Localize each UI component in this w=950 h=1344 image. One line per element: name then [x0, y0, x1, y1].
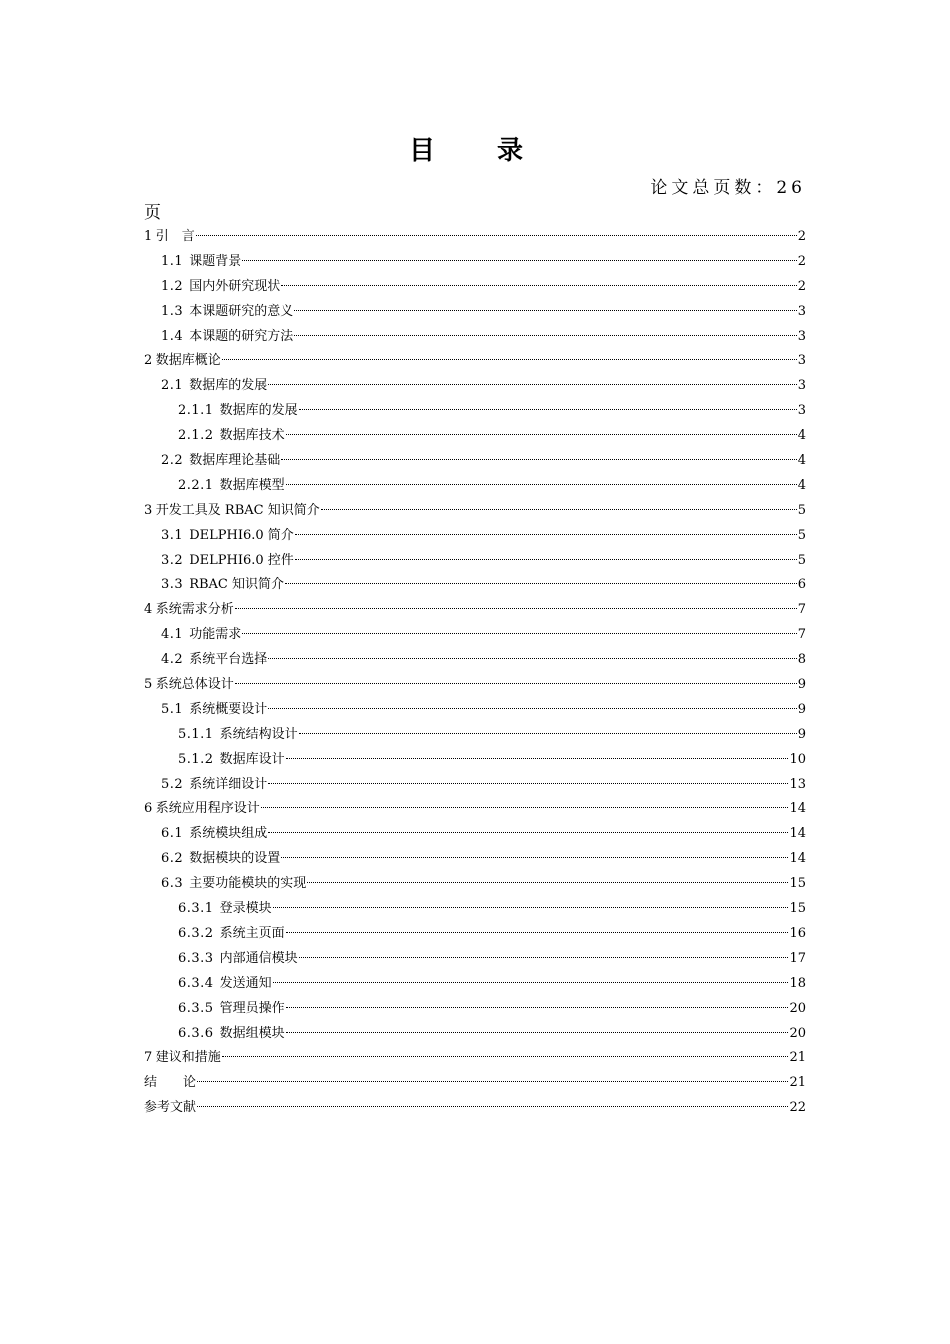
- toc-entry-title: 数据组模块: [219, 1025, 285, 1041]
- toc-entry-page-number: 2: [797, 229, 806, 244]
- toc-entry-number: 4.2: [161, 652, 184, 668]
- toc-entry-page-number: 7: [797, 602, 806, 618]
- toc-entry-number: 1: [144, 229, 153, 244]
- toc-entry-number: 3.1: [161, 527, 184, 543]
- toc-entry-number: 6.1: [161, 826, 184, 842]
- dot-leader: [286, 758, 789, 759]
- toc-entry[interactable]: [144, 424, 806, 449]
- dot-leader: [295, 559, 797, 560]
- toc-entry-page-number: 14: [789, 851, 806, 867]
- toc-entry-title: 系统详细设计: [189, 776, 268, 792]
- toc-entry-page-number: 15: [789, 876, 806, 892]
- dot-leader: [286, 932, 789, 933]
- toc-entry-title: 建议和措施: [155, 1050, 221, 1066]
- toc-entry-title: 系统结构设计: [219, 726, 298, 742]
- toc-entry-title: DELPHI6.0 控件: [189, 552, 294, 568]
- dot-leader: [286, 484, 797, 485]
- toc-entry[interactable]: [144, 598, 806, 623]
- toc-entry[interactable]: [144, 499, 806, 524]
- toc-entry-page-number: 5: [797, 527, 806, 543]
- toc-entry-page-number: 21: [789, 1075, 806, 1091]
- toc-entry-page-number: 14: [789, 826, 806, 842]
- page-unit-label: 页: [144, 203, 161, 223]
- toc-entry[interactable]: [144, 897, 806, 922]
- toc-entry-title: 登录模块: [219, 901, 272, 917]
- toc-entry-page-number: 5: [797, 502, 806, 518]
- toc-entry-title: 数据库的发展: [219, 403, 298, 419]
- dot-leader: [286, 1007, 789, 1008]
- toc-entry-title: 系统应用程序设计: [155, 801, 260, 817]
- toc-entry-title: 本课题的研究方法: [189, 328, 294, 344]
- toc-entry-title: 主要功能模块的实现: [189, 876, 307, 892]
- toc-entry[interactable]: [144, 847, 806, 872]
- toc-entry-page-number: 4: [797, 477, 806, 493]
- toc-entry-title: 数据库模型: [219, 477, 285, 493]
- toc-entry-title: 系统模块组成: [189, 826, 268, 842]
- page-title: 目 录: [408, 136, 541, 166]
- toc-entry[interactable]: [144, 972, 806, 997]
- toc-entry-number: 1.4: [161, 328, 184, 344]
- toc-entry-page-number: 18: [789, 975, 806, 991]
- toc-entry-number: 3.2: [161, 552, 184, 568]
- toc-entry-number: 4.1: [161, 627, 184, 643]
- toc-entry-page-number: 14: [789, 801, 806, 817]
- toc-entry[interactable]: [144, 250, 806, 275]
- toc-entry-page-number: 4: [797, 428, 806, 444]
- toc-entry[interactable]: [144, 698, 806, 723]
- toc-entry[interactable]: [144, 325, 806, 350]
- toc-entry-number: 6.3.2: [178, 925, 214, 941]
- dot-leader: [307, 882, 788, 883]
- toc-entry-number: 6.3.5: [178, 1000, 214, 1016]
- toc-entry-number: 3: [144, 502, 153, 518]
- toc-entry-title: 引 言: [155, 229, 195, 244]
- toc-entry-page-number: 3: [797, 303, 806, 319]
- toc-entry-page-number: 9: [797, 701, 806, 717]
- toc-entry-number: 4: [144, 602, 153, 618]
- toc-entry-number: 5.1: [161, 701, 184, 717]
- dot-leader: [222, 359, 797, 360]
- toc-entry-number: 6.2: [161, 851, 184, 867]
- dot-leader: [273, 982, 789, 983]
- toc-entry[interactable]: [144, 399, 806, 424]
- toc-entry-page-number: 3: [797, 353, 806, 369]
- toc-entry-page-number: 22: [789, 1100, 806, 1116]
- dot-leader: [268, 658, 797, 659]
- toc-entry-page-number: 16: [789, 925, 806, 941]
- toc-entry-number: 2.1.2: [178, 428, 214, 444]
- dot-leader: [299, 733, 797, 734]
- total-pages-label: 论文总页数：26: [650, 178, 806, 198]
- toc-entry-page-number: 6: [797, 577, 806, 593]
- dot-leader: [299, 957, 789, 958]
- dot-leader: [294, 335, 797, 336]
- dot-leader: [268, 832, 788, 833]
- dot-leader: [268, 708, 797, 709]
- toc-entry[interactable]: [144, 997, 806, 1022]
- toc-entry-page-number: 2: [797, 278, 806, 294]
- toc-entry-page-number: 9: [797, 726, 806, 742]
- toc-entry-page-number: 3: [797, 378, 806, 394]
- toc-entry-number: 1.1: [161, 253, 184, 269]
- toc-entry-number: 2.1.1: [178, 403, 214, 419]
- toc-entry[interactable]: [144, 1096, 806, 1121]
- dot-leader: [196, 235, 797, 236]
- toc-entry-title: 数据库概论: [155, 353, 221, 369]
- toc-entry-number: 1.3: [161, 303, 184, 319]
- dot-leader: [222, 1056, 789, 1057]
- dot-leader: [261, 807, 789, 808]
- toc-entry[interactable]: [144, 872, 806, 897]
- toc-entry-number: 5: [144, 677, 153, 693]
- toc-entry-number: 5.2: [161, 776, 184, 792]
- dot-leader: [235, 683, 797, 684]
- toc-entry-number: 6.3.6: [178, 1025, 214, 1041]
- toc-entry-title: 系统平台选择: [189, 652, 268, 668]
- toc-entry-page-number: 13: [789, 776, 806, 792]
- toc-entry[interactable]: [144, 673, 806, 698]
- dot-leader: [268, 783, 788, 784]
- toc-entry[interactable]: [144, 648, 806, 673]
- toc-entry-number: 7: [144, 1050, 153, 1066]
- toc-entry-page-number: 3: [797, 403, 806, 419]
- toc-entry-title: 功能需求: [189, 627, 242, 643]
- toc-entry[interactable]: [144, 922, 806, 947]
- toc-entry-title: 数据库技术: [219, 428, 285, 444]
- toc-entry-title: 数据库理论基础: [189, 453, 281, 469]
- dot-leader: [268, 384, 797, 385]
- toc-entry[interactable]: [144, 748, 806, 773]
- dot-leader: [286, 434, 797, 435]
- toc-entry[interactable]: [144, 349, 806, 374]
- dot-leader: [281, 285, 797, 286]
- toc-entry-title: 发送通知: [219, 975, 272, 991]
- toc-entry-title: RBAC 知识简介: [189, 577, 284, 593]
- toc-entry-number: 6.3: [161, 876, 184, 892]
- toc-entry-title: 本课题研究的意义: [189, 303, 294, 319]
- toc-entry[interactable]: [144, 474, 806, 499]
- toc-entry-page-number: 8: [797, 652, 806, 668]
- toc-entry-number: 2.1: [161, 378, 184, 394]
- toc-entry[interactable]: [144, 1071, 806, 1096]
- toc-entry-page-number: 20: [789, 1025, 806, 1041]
- toc-entry[interactable]: [144, 1046, 806, 1071]
- toc-entry-page-number: 17: [789, 950, 806, 966]
- toc-entry-number: 6.3.1: [178, 901, 214, 917]
- dot-leader: [242, 633, 797, 634]
- dot-leader: [286, 1032, 789, 1033]
- dot-leader: [294, 310, 797, 311]
- toc-entry[interactable]: [144, 1022, 806, 1047]
- toc-entry[interactable]: [144, 822, 806, 847]
- toc-entry-title: 系统需求分析: [155, 602, 234, 618]
- toc-entry-number: 1.2: [161, 278, 184, 294]
- dot-leader: [281, 857, 788, 858]
- toc-entry-title: 数据库设计: [219, 751, 285, 767]
- toc-entry-page-number: 5: [797, 552, 806, 568]
- toc-entry-title: 系统概要设计: [189, 701, 268, 717]
- toc-entry[interactable]: [144, 524, 806, 549]
- toc-entry-number: 2: [144, 353, 153, 369]
- dot-leader: [285, 583, 797, 584]
- toc-entry-page-number: 3: [797, 328, 806, 344]
- dot-leader: [273, 907, 789, 908]
- toc-entry[interactable]: [144, 573, 806, 598]
- toc-entry-title: 内部通信模块: [219, 950, 298, 966]
- toc-entry[interactable]: [144, 797, 806, 822]
- toc-entry-title: 开发工具及 RBAC 知识简介: [155, 502, 320, 518]
- dot-leader: [197, 1081, 788, 1082]
- toc-entry[interactable]: [144, 623, 806, 648]
- dot-leader: [281, 459, 797, 460]
- dot-leader: [295, 534, 797, 535]
- table-of-contents: [144, 225, 806, 1121]
- toc-entry-title: DELPHI6.0 简介: [189, 527, 294, 543]
- toc-entry-title: 管理员操作: [219, 1000, 285, 1016]
- toc-entry-page-number: 15: [789, 901, 806, 917]
- toc-entry-title: 国内外研究现状: [189, 278, 281, 294]
- toc-entry-page-number: 9: [797, 677, 806, 693]
- toc-entry[interactable]: [144, 300, 806, 325]
- toc-entry-title: 参考文献: [144, 1100, 197, 1116]
- toc-entry-number: 5.1.2: [178, 751, 214, 767]
- dot-leader: [197, 1106, 788, 1107]
- toc-entry-number: 6.3.3: [178, 950, 214, 966]
- toc-entry-title: 系统主页面: [219, 925, 285, 941]
- toc-entry-page-number: 2: [797, 253, 806, 269]
- dot-leader: [299, 409, 797, 410]
- toc-entry-title: 结 论: [144, 1075, 197, 1091]
- dot-leader: [235, 608, 797, 609]
- toc-entry-page-number: 4: [797, 453, 806, 469]
- toc-entry-number: 5.1.1: [178, 726, 214, 742]
- toc-entry-page-number: 20: [789, 1000, 806, 1016]
- toc-entry[interactable]: [144, 549, 806, 574]
- toc-entry[interactable]: [144, 947, 806, 972]
- toc-entry[interactable]: [144, 374, 806, 399]
- toc-entry-page-number: 7: [797, 627, 806, 643]
- dot-leader: [321, 509, 797, 510]
- toc-entry[interactable]: [144, 449, 806, 474]
- toc-entry[interactable]: [144, 723, 806, 748]
- toc-entry-title: 课题背景: [189, 253, 242, 269]
- toc-entry-page-number: 21: [789, 1050, 806, 1066]
- toc-entry-title: 系统总体设计: [155, 677, 234, 693]
- toc-entry[interactable]: [144, 773, 806, 798]
- toc-entry[interactable]: [144, 225, 806, 250]
- toc-entry-number: 2.2.1: [178, 477, 214, 493]
- toc-entry-number: 2.2: [161, 453, 184, 469]
- toc-entry-page-number: 10: [789, 751, 806, 767]
- toc-entry-number: 6.3.4: [178, 975, 214, 991]
- toc-entry-title: 数据模块的设置: [189, 851, 281, 867]
- toc-entry-number: 3.3: [161, 577, 184, 593]
- toc-entry-title: 数据库的发展: [189, 378, 268, 394]
- toc-entry[interactable]: [144, 275, 806, 300]
- dot-leader: [242, 260, 797, 261]
- toc-entry-number: 6: [144, 801, 153, 817]
